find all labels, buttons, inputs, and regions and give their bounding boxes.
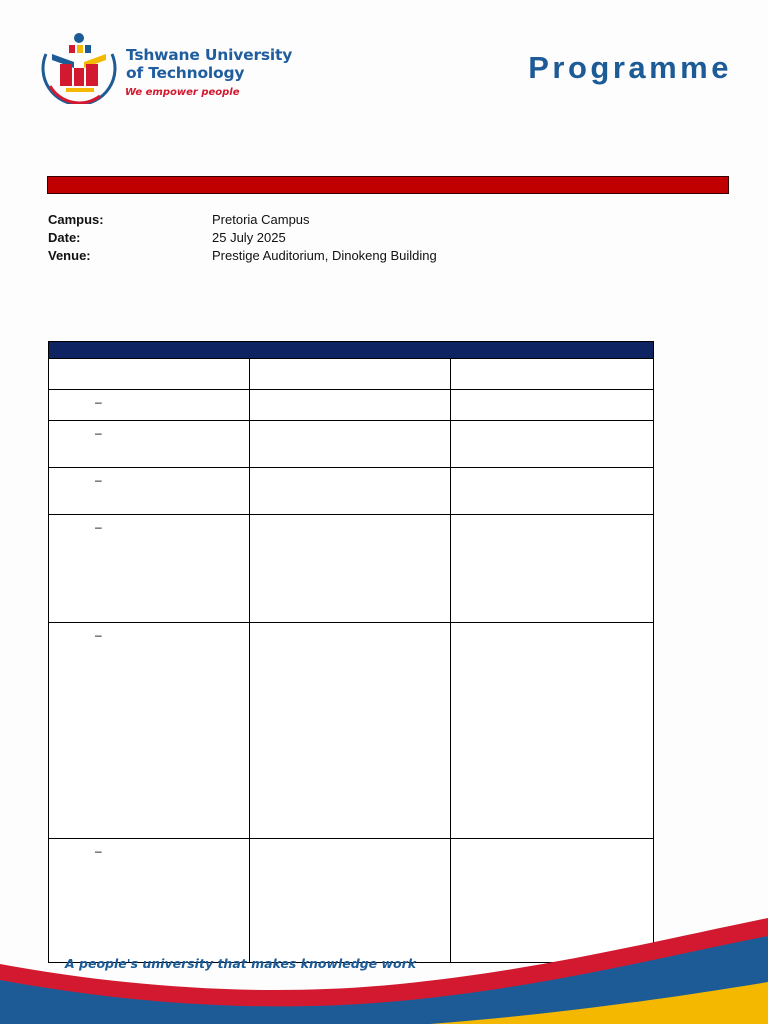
table-cell xyxy=(451,421,654,468)
table-row xyxy=(49,359,654,390)
table-cell-time: – xyxy=(49,515,250,623)
programme-table xyxy=(48,341,654,963)
table-cell xyxy=(250,390,451,421)
date-value: 25 July 2025 xyxy=(212,230,286,245)
table-cell xyxy=(250,515,451,623)
table-header-row xyxy=(49,342,654,359)
table-row xyxy=(49,623,654,839)
date-label: Date: xyxy=(48,230,81,245)
logo-name-line1: Tshwane University xyxy=(126,46,293,64)
table-cell xyxy=(451,468,654,515)
table-cell-time xyxy=(49,359,250,390)
table-cell xyxy=(451,359,654,390)
table-cell xyxy=(250,468,451,515)
table-cell xyxy=(250,359,451,390)
table-row xyxy=(49,390,654,421)
table-cell xyxy=(250,421,451,468)
footer-motto: A people's university that makes knowledge work xyxy=(65,956,417,971)
table-cell xyxy=(451,515,654,623)
table-cell xyxy=(451,390,654,421)
table-cell-time: – xyxy=(49,623,250,839)
table-header-bar xyxy=(49,342,654,359)
logo-tagline: We empower people xyxy=(125,87,240,98)
logo-name xyxy=(126,46,296,82)
table-cell-time: – xyxy=(49,390,250,421)
page-title: Programme xyxy=(528,50,732,85)
table-cell xyxy=(451,623,654,839)
table-cell-time: – xyxy=(49,421,250,468)
header-red-bar xyxy=(47,176,729,194)
campus-value: Pretoria Campus xyxy=(212,212,310,227)
campus-label: Campus: xyxy=(48,212,104,227)
table-row xyxy=(49,468,654,515)
table-cell xyxy=(250,623,451,839)
table-row xyxy=(49,515,654,623)
venue-value: Prestige Auditorium, Dinokeng Building xyxy=(212,248,437,263)
venue-label: Venue: xyxy=(48,248,91,263)
logo-name-line2: of Technology xyxy=(126,64,245,82)
tut-emblem-icon xyxy=(36,32,126,104)
table-cell-time: – xyxy=(49,468,250,515)
tut-logo xyxy=(36,32,293,104)
table-row xyxy=(49,421,654,468)
table-cell-time: – xyxy=(49,839,250,963)
